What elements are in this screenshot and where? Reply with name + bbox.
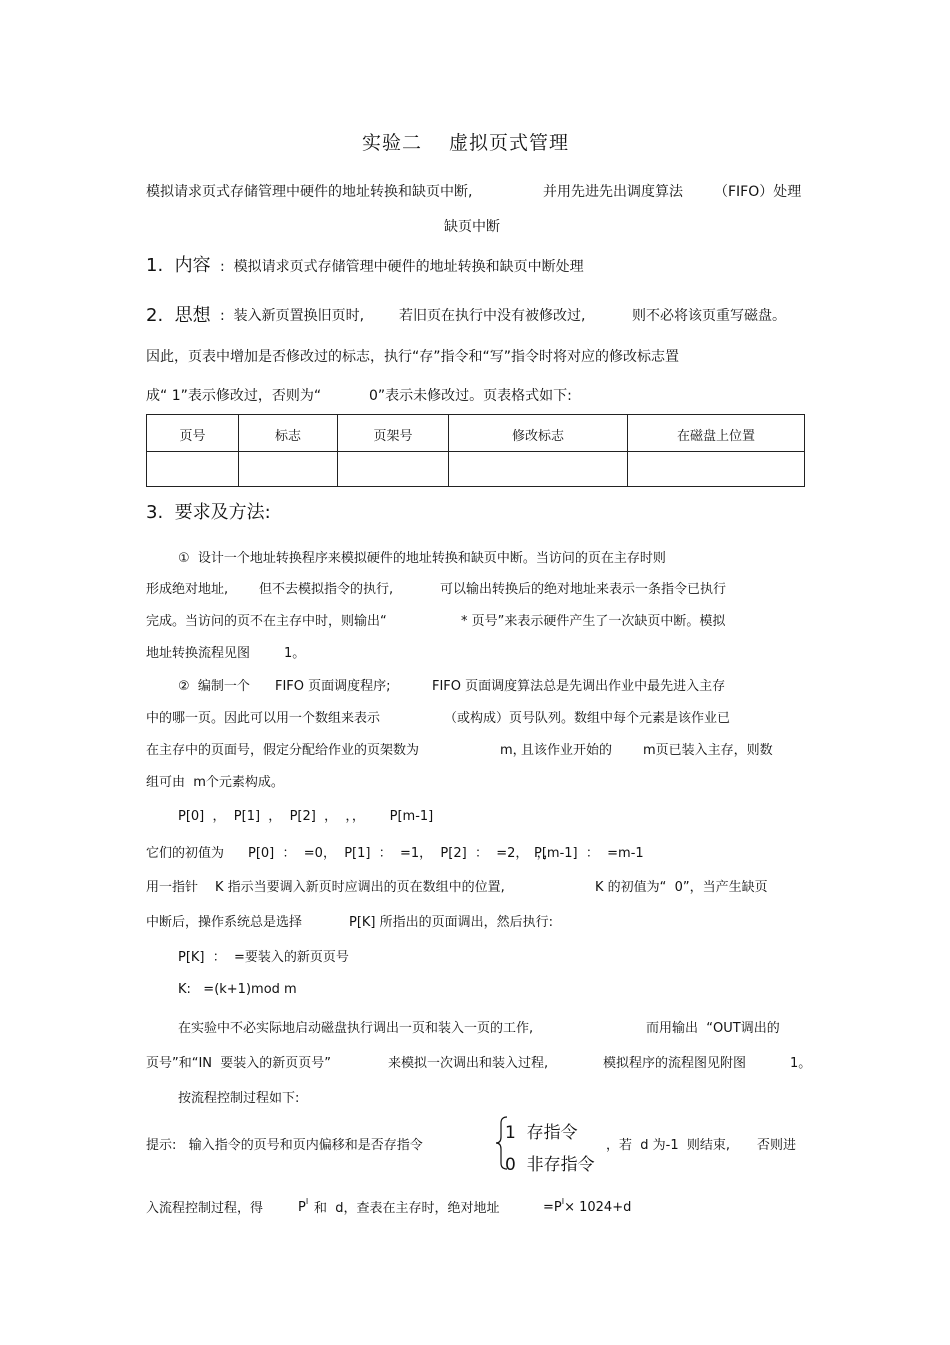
table-header-cell: 在磁盘上位置 bbox=[628, 415, 805, 452]
paragraph-line: 在实验中不必实际地启动磁盘执行调出一页和装入一页的工作, bbox=[178, 1021, 534, 1036]
array-line: P[0] ， P[1] ， P[2] ， ，， P[m-1] bbox=[178, 809, 434, 824]
paragraph-line: 和 d，查表在主存时，绝对地址 bbox=[314, 1201, 500, 1216]
paragraph-line: 但不去模拟指令的执行, bbox=[259, 582, 394, 597]
page-table bbox=[146, 414, 805, 487]
table-cell bbox=[147, 452, 239, 487]
section-1-heading: 1. 内容 bbox=[146, 255, 211, 276]
paragraph-line: FIFO 页面调度算法总是先调出作业中最先进入主存 bbox=[432, 679, 726, 694]
paragraph-line: 1。 bbox=[790, 1056, 812, 1071]
paragraph-line: FIFO 页面调度程序; bbox=[275, 679, 391, 694]
paragraph-line: 地址转换流程见图 bbox=[146, 646, 251, 661]
paragraph-line: 页号”和“IN 要装入的新页页号” bbox=[146, 1056, 332, 1071]
formula-p: =P bbox=[543, 1200, 562, 1215]
paragraph-line: 1。 bbox=[284, 646, 306, 661]
table-cell bbox=[628, 452, 805, 487]
formula-rest: × 1024+d bbox=[564, 1200, 632, 1215]
section-2-text: 成“ 1”表示修改过，否则为“ bbox=[146, 388, 322, 404]
paragraph-line: 模拟程序的流程图见附图 bbox=[603, 1056, 747, 1071]
paragraph-line: 按流程控制过程如下: bbox=[178, 1091, 300, 1106]
formula-text bbox=[298, 1197, 308, 1215]
paragraph-line: 它们的初值为 bbox=[146, 846, 225, 861]
assign-line: K: =(k+1)mod m bbox=[178, 982, 297, 997]
assign-line: P[K] ： =要装入的新页页号 bbox=[178, 950, 349, 965]
hint-text: 提示: 输入指令的页号和页内偏移和是否存指令 bbox=[146, 1138, 423, 1153]
paragraph-line: 形成绝对地址, bbox=[146, 582, 229, 597]
table-cell bbox=[338, 452, 449, 487]
section-1-text: : 模拟请求页式存储管理中硬件的地址转换和缺页中断处理 bbox=[220, 259, 584, 275]
paragraph-line: K 的初值为“ 0”，当产生缺页 bbox=[595, 880, 768, 895]
table-header-row bbox=[147, 415, 805, 452]
paragraph-line: ② 编制一个 bbox=[178, 679, 250, 694]
formula-text bbox=[543, 1197, 631, 1215]
paragraph-line: 且该作业开始的 bbox=[521, 743, 613, 758]
intro-text: （FIFO）处理 bbox=[714, 184, 802, 200]
page-title: 实验二 虚拟页式管理 bbox=[362, 132, 570, 154]
paragraph-line: 来模拟一次调出和装入过程, bbox=[388, 1056, 549, 1071]
intro-text: 缺页中断 bbox=[444, 219, 500, 235]
paragraph-line: * 页号”来表示硬件产生了一次缺页中断。模拟 bbox=[461, 614, 726, 629]
section-3-heading: 3. 要求及方法: bbox=[146, 502, 271, 523]
paragraph-line: 中的哪一页。因此可以用一个数组来表示 bbox=[146, 711, 381, 726]
paragraph-line: ① 设计一个地址转换程序来模拟硬件的地址转换和缺页中断。当访问的页在主存时则 bbox=[178, 551, 666, 566]
intro-text: 模拟请求页式存储管理中硬件的地址转换和缺页中断, bbox=[146, 184, 473, 200]
formula-superscript: I bbox=[561, 1197, 565, 1206]
table-header-cell: 页号 bbox=[147, 415, 239, 452]
paragraph-line: 在主存中的页面号，假定分配给作业的页架数为 bbox=[146, 743, 420, 758]
paragraph-line: （或构成）页号队列。数组中每个元素是该作业已 bbox=[444, 711, 731, 726]
hint-text: ，若 d 为-1 则结束, bbox=[606, 1138, 731, 1153]
paragraph-line: K 指示当要调入新页时应调出的页在数组中的位置, bbox=[215, 880, 505, 895]
intro-text: 并用先进先出调度算法 bbox=[543, 184, 683, 200]
section-2-text: : 装入新页置换旧页时, bbox=[220, 308, 365, 324]
section-2-text: 则不必将该页重写磁盘。 bbox=[632, 308, 786, 324]
formula-superscript: I bbox=[305, 1197, 309, 1206]
hint-option-nonstore: 0 非存指令 bbox=[505, 1155, 595, 1175]
table-row bbox=[147, 452, 805, 487]
section-2-text: 若旧页在执行中没有被修改过, bbox=[399, 308, 586, 324]
table-header-cell: 标志 bbox=[239, 415, 338, 452]
table-header-cell: 修改标志 bbox=[449, 415, 628, 452]
formula-p: P bbox=[298, 1200, 306, 1215]
paragraph-line: 入流程控制过程，得 bbox=[146, 1201, 264, 1216]
section-2-text: 0”表示未修改过。页表格式如下: bbox=[369, 388, 572, 404]
table-cell bbox=[449, 452, 628, 487]
section-2-heading: 2. 思想 bbox=[146, 305, 211, 326]
paragraph-line: 而用输出 “OUT调出的 bbox=[646, 1021, 780, 1036]
section-2-text: 因此，页表中增加是否修改过的标志，执行“存”指令和“写”指令时将对应的修改标志置 bbox=[146, 349, 680, 365]
paragraph-line: 用一指针 bbox=[146, 880, 199, 895]
hint-text: 否则进 bbox=[757, 1138, 797, 1153]
hint-option-store: 1 存指令 bbox=[505, 1123, 578, 1143]
paragraph-line: 可以输出转换后的绝对地址来表示一条指令已执行 bbox=[440, 582, 727, 597]
paragraph-line: P[K] 所指出的页面调出，然后执行: bbox=[349, 915, 554, 930]
table-cell bbox=[239, 452, 338, 487]
table-header-cell: 页架号 bbox=[338, 415, 449, 452]
paragraph-line: m页已装入主存，则数 bbox=[643, 743, 773, 758]
paragraph-line: P[m-1] ： =m-1 bbox=[534, 846, 644, 861]
paragraph-line: P[0] ： =0， P[1] ： =1， P[2] ： =2， ，， bbox=[248, 846, 557, 861]
paragraph-line: 完成。当访问的页不在主存中时，则输出“ bbox=[146, 614, 387, 629]
paragraph-line: 中断后，操作系统总是选择 bbox=[146, 915, 303, 930]
paragraph-line: m， bbox=[500, 743, 526, 758]
paragraph-line: 组可由 m个元素构成。 bbox=[146, 775, 284, 790]
